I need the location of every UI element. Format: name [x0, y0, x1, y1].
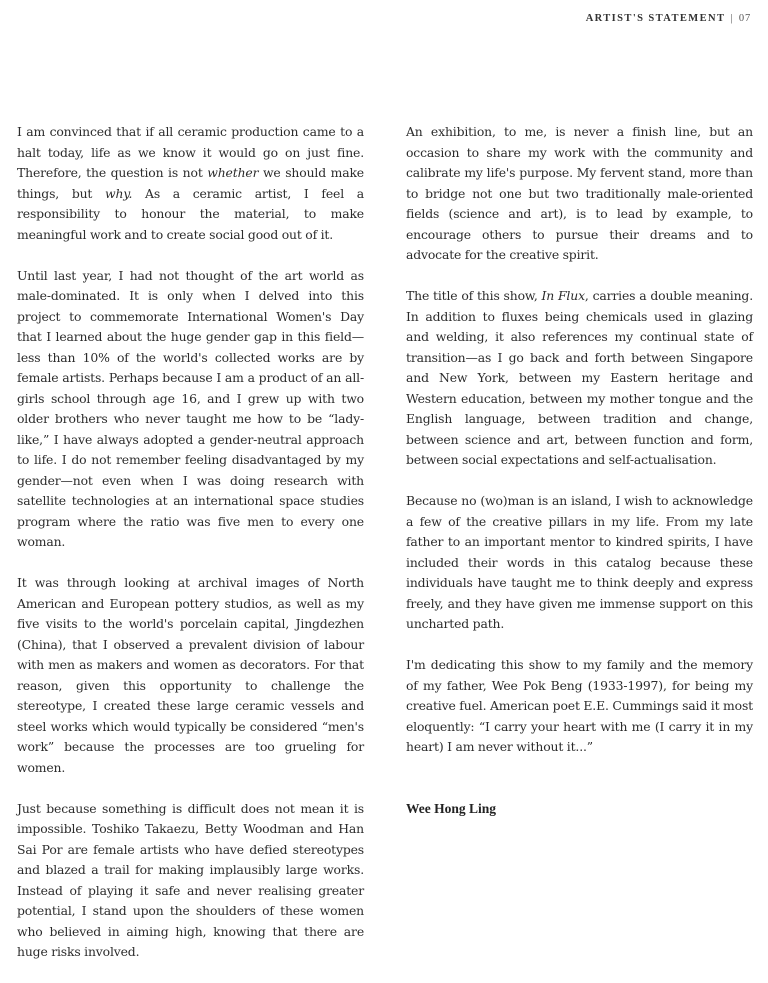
emphasis-show-title: In Flux [541, 288, 585, 303]
text-run: we should make things, but [17, 165, 364, 201]
paragraph-gender-gap: Until last year, I had not thought of the art world as male-dominated. It is only when I delved into this project to commemorate International Women's Day that I learned about the huge gender gap in this field—less than 10% of the world's collected works are by female artists. Perhaps because I am a product of an all-girls school through age 16, and I grew up with two older brothers who never taught me how to be “lady-like,” I have always adopted a gender-neutral approach to life. I do not remember feeling disadvantaged by my gender—not even when I was doing research with satellite technologies at an international space studies program where the ratio was five men to every one woman. [17, 267, 364, 549]
text-run: I am convinced that if all ceramic production came to a halt today, life as we know it would go on just fine. Therefore, the question is not [17, 124, 364, 180]
left-column [17, 122, 364, 983]
emphasis-whether: whether [207, 165, 259, 180]
paragraph-acknowledgement: Because no (wo)man is an island, I wish to acknowledge a few of the creative pillars in my life. From my late father to an important mentor to kindred spirits, I have included their words in this catalog because these individuals have taught me to think deeply and express freely, and they have given me immense support on this uncharted path. [406, 493, 753, 631]
paragraph-archival-images: It was through looking at archival images of North American and European pottery studios, as well as my five visits to the world's porcelain capital, Jingdezhen (China), that I observed a prevalent division of labour with men as makers and women as decorators. For that reason, given this opportunity to challenge the stereotype, I created these large ceramic vessels and steel works which would typically be considered “men's work” because the processes are too grueling for women. [17, 575, 364, 775]
text-run: As a ceramic artist, I feel a responsibility to honour the material, to make meaningful work and to create social good out of it. [17, 185, 365, 242]
running-header [586, 13, 751, 24]
text-run: , carries a double meaning. In addition to fluxes being chemicals used in glazing and welding, it also references my continual state of transition—as I go back and forth between Singapore and New York, between my Eastern heritage and Western education, between my mother tongue and the English language, between tradition and change, between science and art, between function and form, between social expectations and self-actualisation. [406, 288, 753, 467]
right-column [406, 122, 753, 819]
header-separator: | [730, 13, 734, 24]
paragraph-exhibition: An exhibition, to me, is never a finish line, but an occasion to share my work with the community and calibrate my life's purpose. My fervent stand, more than to bridge not one but two traditionally male-oriented fields (science and art), is to lead by example, to encourage others to pursue their dreams and to advocate for the creative spirit. [406, 124, 753, 262]
emphasis-why: why. [105, 185, 133, 201]
paragraph-ceramic-production [17, 122, 364, 245]
section-title: ARTIST'S STATEMENT [585, 13, 726, 24]
page-number: 07 [738, 13, 751, 24]
paragraph-dedication: I'm dedicating this show to my family and the memory of my father, Wee Pok Beng (1933-1997), for being my creative fuel. American poet E.E. Cummings said it most eloquently: “I carry your heart with me (I carry it in my heart) I am never without it...” [406, 657, 753, 754]
author-signature: Wee Hong Ling [406, 800, 497, 816]
paragraph-in-flux-title [406, 286, 753, 471]
text-run: The title of this show, [406, 288, 542, 303]
paragraph-difficult-not-impossible: Just because something is difficult does not mean it is impossible. Toshiko Takaezu, Betty Woodman and Han Sai Por are female artists who have defied stereotypes and blazed a trail for making implausibly large works. Instead of playing it safe and never realising greater potential, I stand upon the shoulders of these women who believed in aiming high, knowing that there are huge risks involved. [17, 800, 364, 959]
